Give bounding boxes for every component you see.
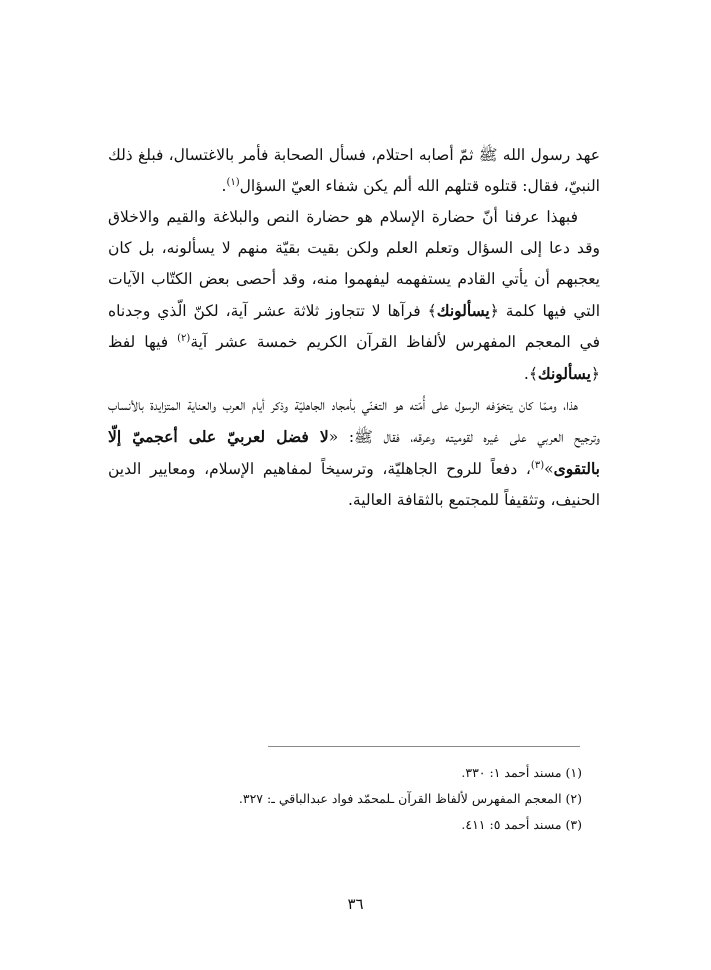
paragraph-1-text: عهد رسول الله ﷺ ثمّ أصابه احتلام، فسأل الصحابة فأمر بالاغتسال، فبلغ ذلك النبيّ، فقال: قتلوه قتلهم الله ألم يكن شفاء العيّ السؤال — [108, 146, 600, 195]
paragraph-2-text-a: فبهذا عرفنا أنّ حضارة الإسلام هو حضارة النص والبلاغة والقيم والاخلاق وقد دعا إلى السؤال وتعلم العلم ولكن بقيت بقيّة منهم لا يسألونه، بل كان يعجبهم أن يأتي القادم يستفهمه ليفهموا منه، وقد أحصى بعض الكتّاب الآيات التي فيها كلمة ﴿ — [108, 208, 601, 320]
footnote-ref-3: (٣) — [530, 459, 545, 471]
paragraph-2-text-c: فيها لفظ ﴿ — [108, 333, 600, 383]
hadith-quote: لا فضل لعربيّ على أعجميّ إلّا بالتقوى — [108, 427, 600, 478]
footnote-ref-1: (١) — [226, 176, 240, 188]
paragraph-2-text-d: ﴾. — [523, 365, 538, 383]
bold-word-yasalunak-2: يسألونك — [537, 364, 591, 383]
paragraph-2 — [108, 202, 600, 390]
footnote-divider — [268, 746, 580, 747]
footnotes — [150, 760, 582, 838]
footnote-ref-2: (٢) — [177, 332, 191, 344]
paragraph-3-quote-close: » — [544, 460, 554, 478]
page-number: ٣٦ — [347, 895, 364, 913]
paragraph-3-text-a: هذا، وممّا كان يتخوّفه الرسول على أُمّته هو التغنّي بأمجاد الجاهليّة وذكر أيام العرب والعناية المتزايدة بالأنساب وترجيح العربي على غيره لقوميته وعرقه، فقال ﷺ: « — [108, 396, 600, 446]
main-text — [108, 140, 600, 516]
paragraph-3-text-b: ، دفعاً للروح الجاهليّة، وترسيخاً لمفاهيم الإسلام، ومعايير الدين الحنيف، وتثقيفاً للمجتمع بالثقافة العالية. — [108, 460, 600, 509]
footnote-3: (٣) مسند أحمد ٥: ٤١١. — [461, 817, 582, 832]
footnote-1: (١) مسند أحمد ١: ٣٣٠. — [461, 765, 582, 780]
footnote-2: (٢) المعجم المفهرس لألفاظ القرآن ـلمحمّد فواد عبدالباقي ـ: ٣٢٧. — [238, 791, 582, 806]
paragraph-1-end: . — [221, 177, 227, 195]
paragraph-1 — [108, 140, 600, 202]
paragraph-3 — [108, 390, 600, 516]
bold-word-yasalunak-1: يسألونك — [436, 301, 490, 320]
paragraph-2-text-b: ﴾ فرآها لا تتجاوز ثلاثة عشر آية، لكنّ الّذي وجدناه في المعجم المفهرس لألفاظ القرآن الكريم خمسة عشر آية — [108, 302, 600, 351]
